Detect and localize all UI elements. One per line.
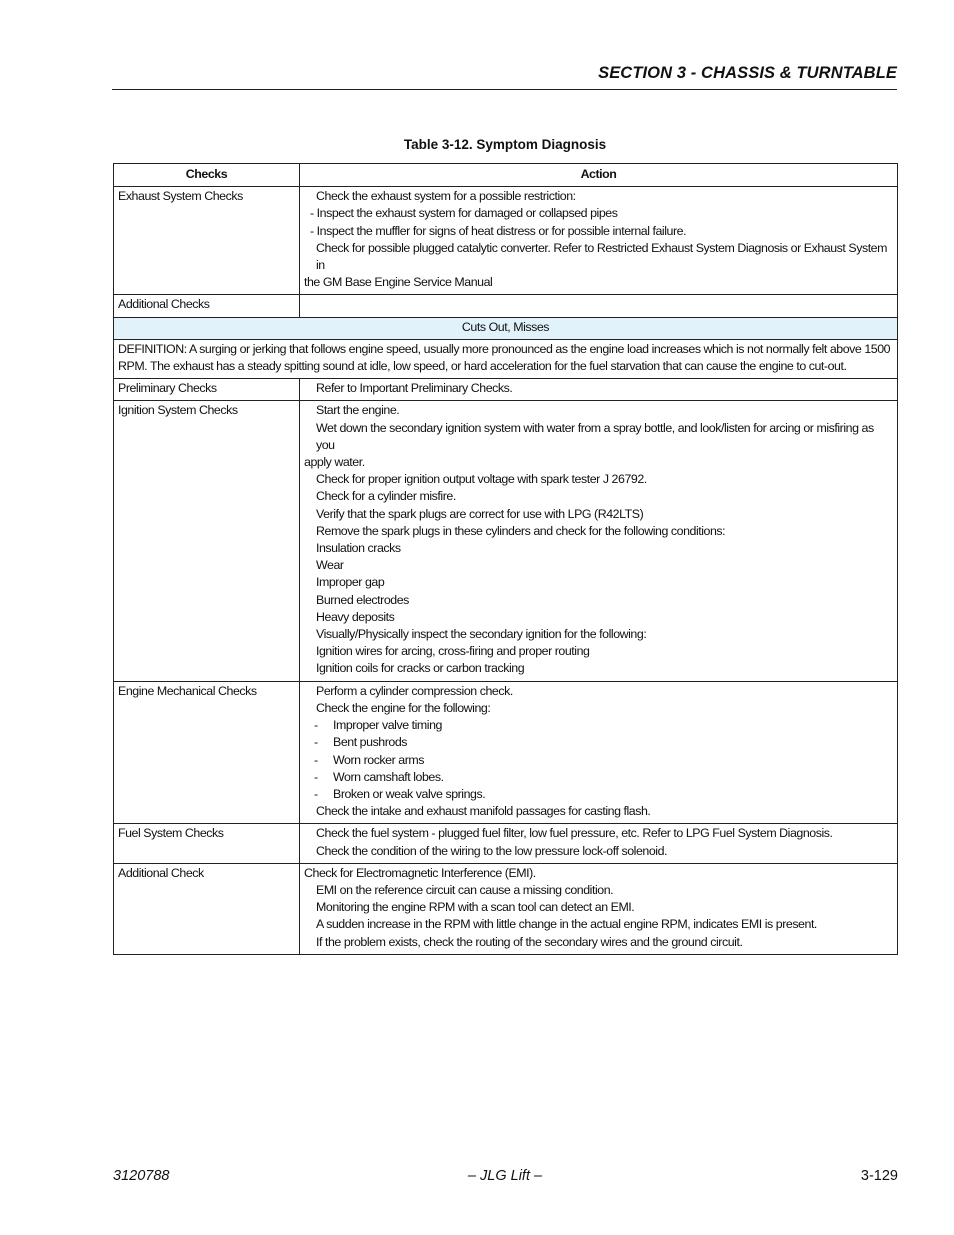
action-line: Heavy deposits [316, 609, 395, 624]
action-cell [300, 681, 898, 824]
action-line: Visually/Physically inspect the secondary ignition for the following: [316, 627, 647, 642]
check-label: Preliminary Checks [114, 379, 300, 401]
action-line: Improper gap [316, 575, 385, 590]
action-line: Check for proper ignition output voltage with spark tester J 26792. [316, 472, 647, 487]
dash-item-text: Broken or weak valve springs. [333, 786, 486, 801]
dash-marker: - [314, 735, 318, 750]
dash-marker: - [314, 718, 318, 733]
footer-brand: – JLG Lift – [467, 1168, 543, 1184]
action-line: Check the fuel system - plugged fuel filter, low fuel pressure, etc. Refer to LPG Fuel System Diagnosis. [316, 826, 833, 841]
table-caption: Table 3-12. Symptom Diagnosis [403, 137, 607, 152]
check-label: Exhaust System Checks [114, 187, 300, 295]
action-line: Check the intake and exhaust manifold passages for casting flash. [316, 804, 651, 819]
action-line: the GM Base Engine Service Manual [304, 275, 493, 290]
action-line: Wet down the secondary ignition system with water from a spray bottle, and look/listen for arcing or misfiring as you [316, 420, 874, 452]
table-row [114, 295, 898, 317]
action-line: Wear [316, 558, 344, 573]
action-cell [300, 379, 898, 401]
dash-marker: - [314, 752, 318, 767]
document-number: 3120788 [113, 1168, 170, 1184]
dash-list-item [304, 734, 893, 751]
table-row [114, 863, 898, 954]
action-cell [300, 863, 898, 954]
symptom-diagnosis-table [113, 163, 898, 955]
check-label: Ignition System Checks [114, 401, 300, 681]
column-header-checks: Checks [114, 164, 300, 187]
action-cell [300, 187, 898, 295]
action-line: A sudden increase in the RPM with little change in the actual engine RPM, indicates EMI is present. [316, 917, 817, 932]
action-line: Check for a cylinder misfire. [316, 489, 456, 504]
action-line: Ignition coils for cracks or carbon tracking [316, 661, 525, 676]
dash-list-item [304, 752, 893, 769]
column-header-action: Action [300, 164, 898, 187]
action-line: Check for possible plugged catalytic converter. Refer to Restricted Exhaust System Diagnosis or Exhaust System in [316, 240, 887, 273]
action-line: Start the engine. [316, 403, 400, 418]
action-line: - Inspect the muffler for signs of heat distress or for possible internal failure. [310, 223, 687, 238]
header-divider [112, 89, 897, 90]
action-line: - Inspect the exhaust system for damaged or collapsed pipes [310, 206, 618, 221]
action-line: Ignition wires for arcing, cross-firing and proper routing [316, 644, 590, 659]
action-line: If the problem exists, check the routing of the secondary wires and the ground circuit. [316, 934, 743, 949]
dash-list-item [304, 786, 893, 803]
action-line: EMI on the reference circuit can cause a missing condition. [316, 882, 614, 897]
action-line: Burned electrodes [316, 592, 409, 607]
action-line: Check for Electromagnetic Interference (EMI). [304, 865, 536, 880]
dash-marker: - [314, 786, 318, 801]
check-label: Additional Check [114, 863, 300, 954]
page-number: 3-129 [860, 1168, 898, 1184]
section-title: SECTION 3 - CHASSIS & TURNTABLE [598, 64, 897, 82]
check-label: Engine Mechanical Checks [114, 681, 300, 824]
table-row [114, 187, 898, 295]
action-line: apply water. [304, 455, 365, 470]
check-label: Fuel System Checks [114, 824, 300, 863]
action-cell [300, 401, 898, 681]
action-line: Check the condition of the wiring to the low pressure lock-off solenoid. [316, 843, 668, 858]
action-cell [300, 295, 898, 317]
dash-list-item [304, 717, 893, 734]
section-heading: Cuts Out, Misses [114, 317, 898, 339]
action-cell [300, 824, 898, 863]
dash-marker: - [314, 769, 318, 784]
action-line: Refer to Important Preliminary Checks. [316, 381, 513, 396]
table-row [114, 379, 898, 401]
definition-text: DEFINITION: A surging or jerking that follows engine speed, usually more pronounced as the engine load increases which is not normally felt above 1500 RPM. The exhaust has a steady spitting sound at idle, low speed, or hard acceleration for the fuel starvation that can cause the engine to cut-out. [114, 339, 898, 378]
table-row [114, 681, 898, 824]
table-row [114, 401, 898, 681]
definition-row [114, 339, 898, 378]
action-line: Insulation cracks [316, 541, 401, 556]
dash-item-text: Worn camshaft lobes. [333, 769, 444, 784]
action-line: Check the engine for the following: [316, 700, 491, 715]
check-label: Additional Checks [114, 295, 300, 317]
action-line: Remove the spark plugs in these cylinders and check for the following conditions: [316, 523, 726, 538]
dash-item-text: Worn rocker arms [333, 752, 425, 767]
action-line: Monitoring the engine RPM with a scan tool can detect an EMI. [316, 900, 635, 915]
dash-list-item [304, 769, 893, 786]
dash-item-text: Improper valve timing [333, 718, 442, 733]
dash-item-text: Bent pushrods [333, 735, 408, 750]
table-row [114, 824, 898, 863]
table-header-row [114, 164, 898, 187]
section-heading-row [114, 317, 898, 339]
action-line: Perform a cylinder compression check. [316, 683, 513, 698]
action-line: Check the exhaust system for a possible restriction: [316, 189, 576, 204]
action-line: Verify that the spark plugs are correct for use with LPG (R42LTS) [316, 506, 644, 521]
